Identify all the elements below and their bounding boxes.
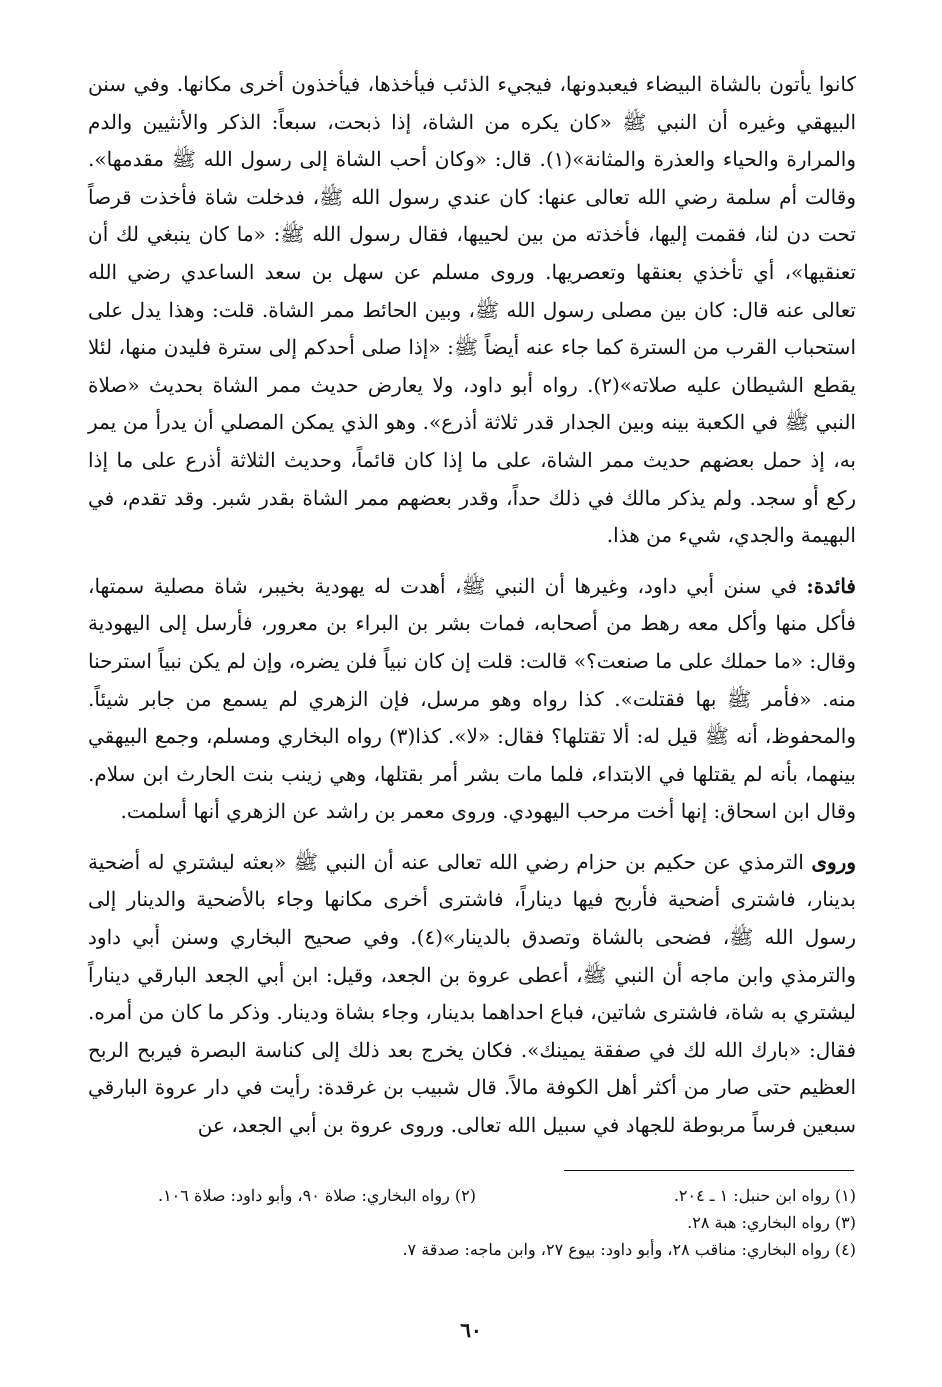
footnotes bbox=[88, 1182, 856, 1263]
paragraph-3 bbox=[88, 844, 856, 1145]
paragraph-text: في سنن أبي داود، وغيرها أن النبي ﷺ، أهدت له يهودية بخيبر، شاة مصلية سمتها، فأكل منها وأكل معه رهط من أصحابه، فمات بشر بن البراء بن معرور، فأرسل إلى اليهودية وقال: «ما حملك على ما صنعت؟» قالت: قلت إن كان نبياً فلن يضره، وإن لم يكن نبياً استرحنا منه. «فأمر ﷺ بها فقتلت». كذا رواه وهو مرسل، فإن الزهري لم يسمع من جابر شيئاً. والمحفوظ، أنه ﷺ قيل له: ألا تقتلها؟ فقال: «لا». كذا(٣) رواه البخاري ومسلم، وجمع البيهقي بينهما، بأنه لم يقتلها في الابتداء، فلما مات بشر أمر بقتلها، وهي زينب بنت الحارث ابن سلام. وقال ابن اسحاق: إنها أخت مرحب اليهودي. وروى معمر بن راشد عن الزهري أنها أسلمت. bbox=[88, 573, 857, 824]
footnote-3: (٣) رواه البخاري: هبة ٢٨. bbox=[687, 1213, 856, 1232]
footnote-separator bbox=[564, 1170, 854, 1171]
footnote-row bbox=[88, 1182, 856, 1209]
paragraph-label: وروى bbox=[811, 849, 856, 874]
paragraph-2 bbox=[88, 568, 856, 831]
page-number: ٦٠ bbox=[460, 1318, 482, 1342]
footnote-1: (١) رواه ابن حنبل: ١ ـ ٢٠٤. bbox=[673, 1186, 856, 1205]
footnote-2: (٢) رواه البخاري: صلاة ٩٠، وأبو داود: صلاة ١٠٦. bbox=[157, 1186, 476, 1205]
paragraph-text: كانوا يأتون بالشاة البيضاء فيعبدونها، فيجيء الذئب فيأخذها، فيأخذون أخرى مكانها. وفي سنن البيهقي وغيره أن النبي ﷺ «كان يكره من الشاة، إذا ذبحت، سبعاً: الذكر والأنثيين والدم والمرارة والحياء والعذرة والمثانة»(١). قال: «وكان أحب الشاة إلى رسول الله ﷺ مقدمها». وقالت أم سلمة رضي الله تعالى عنها: كان عندي رسول الله ﷺ، فدخلت شاة فأخذت قرصاً تحت دن لنا، فقمت إليها، فأخذته من بين لحييها، فقال رسول الله ﷺ: «ما كان ينبغي لك أن تعنقيها»، أي تأخذي بعنقها وتعصريها. وروى مسلم عن سهل بن سعد الساعدي رضي الله تعالى عنه قال: كان بين مصلى رسول الله ﷺ، وبين الحائط ممر الشاة. قلت: وهذا يدل على استحباب القرب من السترة كما جاء عنه أيضاً ﷺ: «إذا صلى أحدكم إلى سترة فليدن منها، لئلا يقطع الشيطان عليه صلاته»(٢). رواه أبو داود، ولا يعارض حديث ممر الشاة بحديث «صلاة النبي ﷺ في الكعبة بينه وبين الجدار قدر ثلاثة أذرع». وهو الذي يمكن المصلي أن يدرأ من يمر به، إذ حمل بعضهم حديث ممر الشاة، على ما إذا كان قائماً، وحديث الثلاثة أذرع على ما إذا ركع أو سجد. ولم يذكر مالك في ذلك حداً، وقدر بعضهم ممر الشاة بقدر شبر. وقد تقدم، في البهيمة والجدي، شيء من هذا. bbox=[88, 72, 857, 548]
paragraph-text: الترمذي عن حكيم بن حزام رضي الله تعالى عنه أن النبي ﷺ «بعثه ليشتري له أضحية بدينار، فاشترى أضحية فأربح فيها ديناراً، فاشترى أخرى مكانها وجاء بالأضحية والدينار إلى رسول الله ﷺ، فضحى بالشاة وتصدق بالدينار»(٤). وفي صحيح البخاري وسنن أبي داود والترمذي وابن ماجه أن النبي ﷺ، أعطى عروة بن الجعد، وقيل: ابن أبي الجعد البارقي ديناراً ليشتري به شاة، فاشترى شاتين، فباع احداهما بدينار، وجاء بشاة ودينار. وذكر ما كان من أمره. فقال: «بارك الله لك في صفقة يمينك». فكان يخرج بعد ذلك إلى كناسة البصرة فيربح الربح العظيم حتى صار من أكثر أهل الكوفة مالاً. قال شبيب بن غرقدة: رأيت في دار عروة البارقي سبعين فرساً مربوطة للجهاد في سبيل الله تعالى. وروى عروة بن أبي الجعد، عن bbox=[88, 849, 857, 1138]
footnote-4: (٤) رواه البخاري: مناقب ٢٨، وأبو داود: بيوع ٢٧، وابن ماجه: صدقة ٧. bbox=[402, 1240, 856, 1259]
paragraph-label: فائدة: bbox=[806, 573, 856, 598]
paragraph-1 bbox=[88, 66, 856, 555]
main-text bbox=[88, 66, 856, 1145]
